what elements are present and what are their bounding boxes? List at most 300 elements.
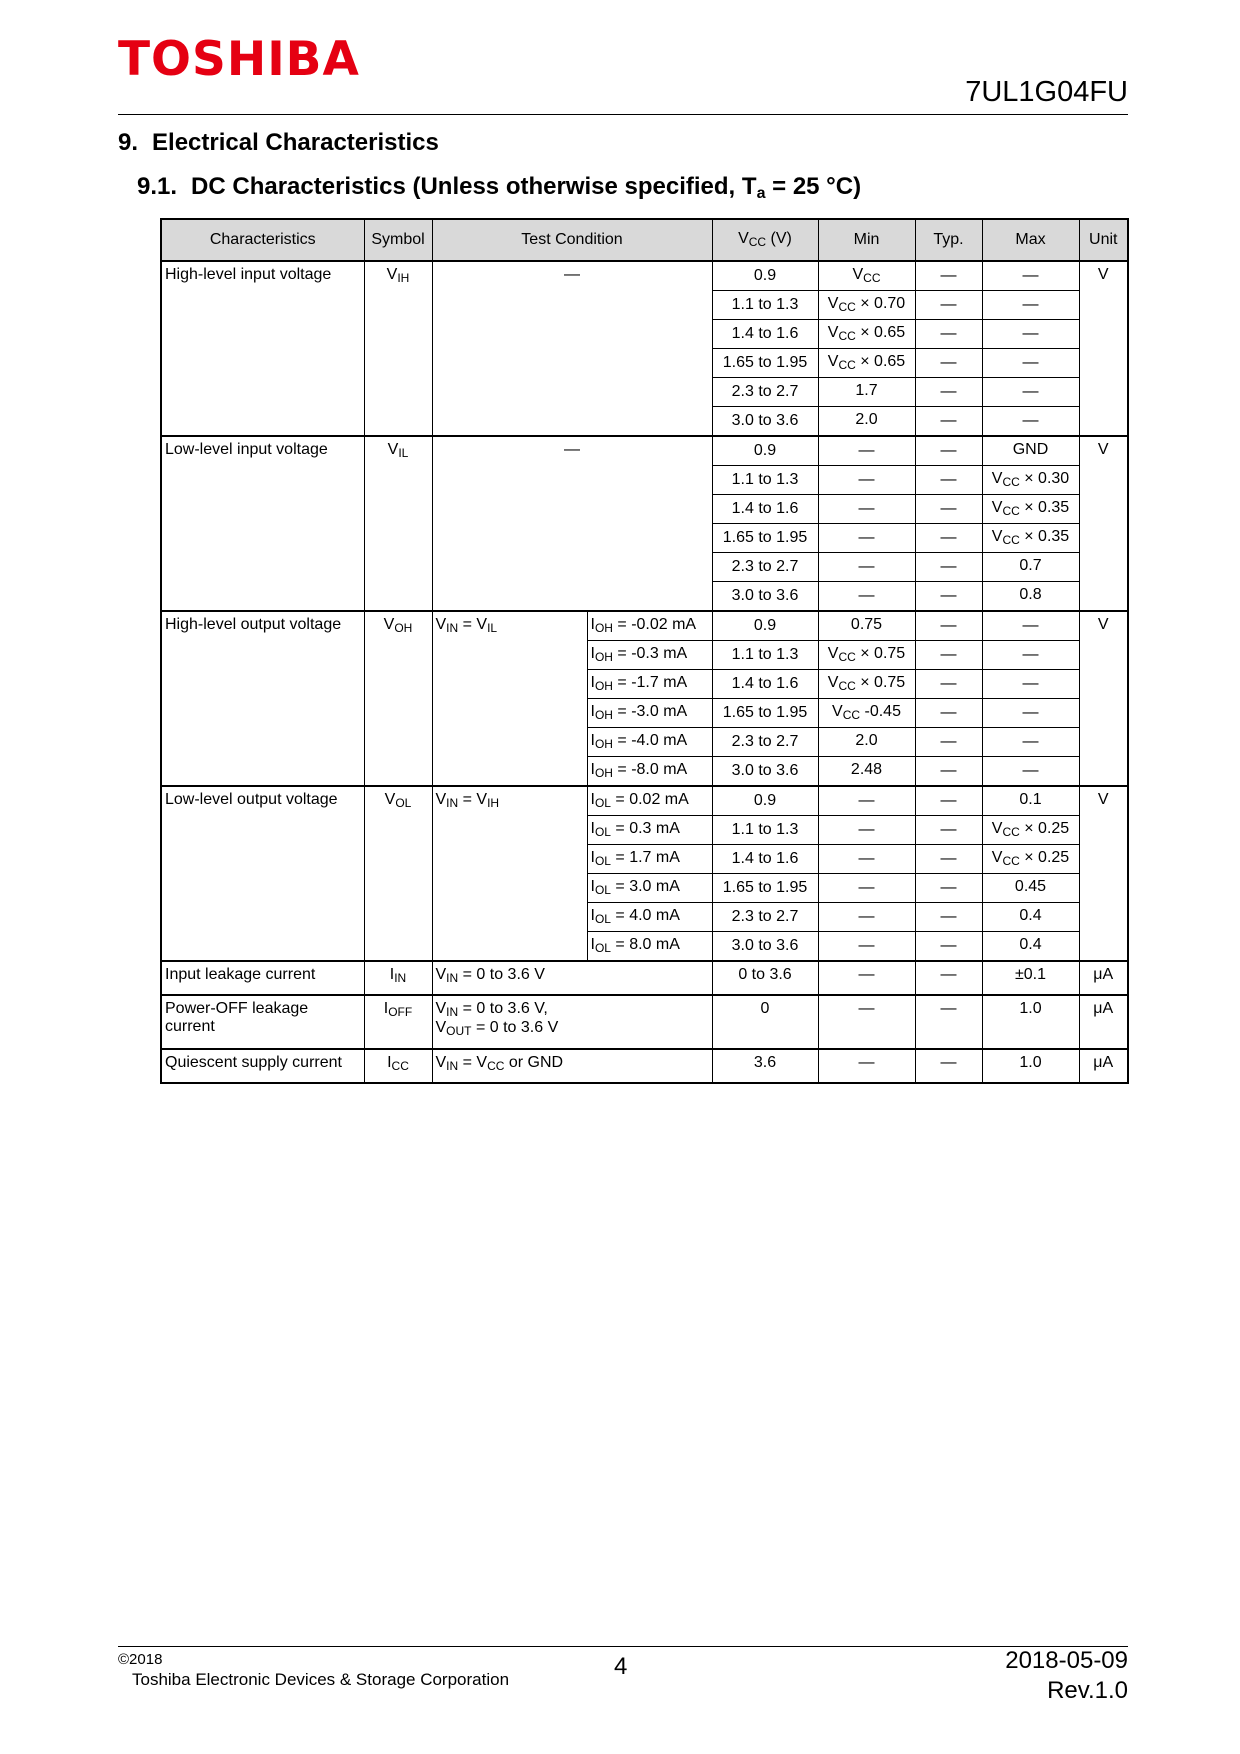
test-condition-cell [432, 1049, 712, 1083]
vcc-value: 1.65 to 1.95 [722, 529, 808, 547]
max-value: — [1022, 733, 1039, 751]
max-cell [982, 816, 1079, 845]
characteristic-name [161, 611, 364, 786]
min-cell [818, 874, 915, 903]
max-value: V [991, 849, 1003, 867]
typ-cell [915, 845, 982, 874]
max-cell [982, 320, 1079, 349]
symbol-cell [364, 995, 432, 1049]
min-value: 0.75 [850, 616, 883, 634]
symbol-main: I [383, 1000, 389, 1017]
typ-cell [915, 728, 982, 757]
col-min: Min [818, 219, 915, 261]
max-value: 0.7 [1019, 557, 1042, 575]
typ-cell [915, 903, 982, 932]
vcc-value: 3.0 to 3.6 [731, 762, 799, 780]
min-cell [818, 611, 915, 641]
condition-eq: = V [458, 1054, 488, 1071]
min-cell [818, 553, 915, 582]
symbol-sub: OH [394, 621, 413, 635]
current-sub: OH [594, 708, 613, 723]
max-value: — [1022, 383, 1039, 401]
symbol-cell [364, 611, 432, 786]
vcc-value: 3.6 [753, 1054, 777, 1071]
characteristic-label: Low-level output voltage [165, 791, 338, 808]
condition-v: V [435, 791, 447, 808]
vcc-cell [712, 261, 818, 291]
typ-cell [915, 995, 982, 1049]
table-row [161, 995, 1128, 1049]
min-cell [818, 320, 915, 349]
current-sub: OH [594, 679, 613, 694]
current-condition-cell [587, 816, 712, 845]
current-value: = 0.02 mA [610, 791, 689, 809]
min-value: — [858, 850, 875, 868]
current-symbol: I [590, 761, 595, 779]
max-cell [982, 786, 1079, 816]
symbol-main: V [384, 791, 396, 808]
symbol-main: I [387, 1054, 392, 1071]
max-value: — [1022, 354, 1039, 372]
max-cell [982, 466, 1079, 495]
min-value: — [858, 966, 875, 983]
min-value: — [858, 587, 875, 605]
vcc-cell [712, 961, 818, 995]
typ-value: — [940, 966, 957, 983]
condition-sub2: IH [487, 796, 500, 810]
max-suffix: × 0.25 [1019, 820, 1070, 838]
vcc-cell [712, 699, 818, 728]
vcc-cell [712, 611, 818, 641]
max-value: 0.1 [1019, 791, 1042, 809]
min-sub: CC [863, 271, 881, 286]
current-value: = -3.0 mA [612, 703, 688, 721]
typ-value: — [940, 792, 957, 810]
typ-value: — [940, 500, 957, 518]
condition-sub: IN [446, 1005, 459, 1019]
current-value: = 3.0 mA [610, 878, 680, 896]
vcc-cell [712, 903, 818, 932]
vcc-value: 1.1 to 1.3 [731, 821, 799, 839]
test-condition-cell [432, 786, 587, 961]
typ-cell [915, 261, 982, 291]
current-condition-cell [587, 845, 712, 874]
current-condition-cell [587, 757, 712, 787]
typ-value: — [940, 442, 957, 460]
unit-cell [1079, 261, 1128, 436]
subsection-title-sub: a [756, 185, 766, 202]
max-value: 1.0 [1019, 1054, 1042, 1071]
vcc-value: 0 [760, 1000, 770, 1017]
min-cell [818, 932, 915, 962]
current-symbol: I [590, 907, 595, 925]
typ-value: — [940, 558, 957, 576]
symbol-main: V [387, 441, 399, 458]
min-value: — [858, 821, 875, 839]
max-cell [982, 728, 1079, 757]
min-sub: CC [842, 708, 861, 723]
table-header-row [161, 219, 1128, 261]
unit-value: V [1097, 791, 1109, 808]
typ-value: — [940, 296, 957, 314]
test-condition-cell [432, 436, 712, 611]
typ-value: — [940, 704, 957, 722]
current-condition-cell [587, 874, 712, 903]
typ-cell [915, 757, 982, 787]
min-cell [818, 436, 915, 466]
condition-or: or GND [504, 1054, 564, 1071]
min-suffix: × 0.65 [855, 353, 906, 371]
current-condition-cell [587, 728, 712, 757]
typ-value: — [940, 879, 957, 897]
max-value: ±0.1 [1014, 966, 1047, 983]
min-sub: CC [838, 679, 856, 694]
table-row [161, 436, 1128, 466]
vcc-cell [712, 349, 818, 378]
typ-value: — [940, 850, 957, 868]
vcc-cell [712, 407, 818, 437]
vcc-cell [712, 874, 818, 903]
col-symbol: Symbol [364, 219, 432, 261]
vcc-value: 1.4 to 1.6 [731, 500, 799, 518]
subsection-title-end: = 25 °C) [765, 173, 862, 200]
symbol-main: V [383, 616, 395, 633]
characteristic-label: High-level output voltage [165, 616, 342, 633]
max-suffix: × 0.30 [1019, 470, 1070, 488]
symbol-sub: OFF [388, 1005, 413, 1019]
min-cell [818, 291, 915, 320]
condition-sub: IN [446, 796, 459, 810]
max-cell [982, 874, 1079, 903]
unit-cell [1079, 786, 1128, 961]
vcc-cell [712, 466, 818, 495]
current-sub: OL [594, 854, 611, 869]
current-value: = -0.02 mA [612, 616, 697, 634]
col-typ: Typ. [915, 219, 982, 261]
col-vcc [712, 219, 818, 261]
footer-company: Toshiba Electronic Devices & Storage Corporation [132, 1670, 510, 1689]
current-value: = -8.0 mA [612, 761, 688, 779]
vcc-cell [712, 816, 818, 845]
max-suffix: × 0.35 [1019, 499, 1070, 517]
max-cell [982, 378, 1079, 407]
current-symbol: I [590, 878, 595, 896]
vcc-cell [712, 553, 818, 582]
min-cell [818, 845, 915, 874]
symbol-cell [364, 1049, 432, 1083]
characteristic-name [161, 1049, 364, 1083]
typ-cell [915, 378, 982, 407]
max-cell [982, 553, 1079, 582]
min-value: V [827, 674, 839, 692]
condition-text: — [564, 441, 580, 458]
typ-value: — [940, 529, 957, 547]
symbol-sub: IN [394, 971, 407, 985]
vcc-cell [712, 378, 818, 407]
typ-cell [915, 553, 982, 582]
footer-rule [118, 1646, 1128, 1647]
min-value: — [858, 792, 875, 810]
typ-cell [915, 670, 982, 699]
current-symbol: I [590, 791, 595, 809]
typ-value: — [940, 325, 957, 343]
current-symbol: I [590, 703, 595, 721]
min-cell [818, 378, 915, 407]
typ-value: — [940, 937, 957, 955]
section-heading [118, 131, 439, 155]
max-cell [982, 699, 1079, 728]
vcc-cell [712, 670, 818, 699]
min-cell [818, 407, 915, 437]
vcc-value: 0.9 [753, 617, 777, 635]
min-cell [818, 903, 915, 932]
current-condition-cell [587, 641, 712, 670]
min-cell [818, 582, 915, 612]
condition-vout-range: = 0 to 3.6 V [471, 1019, 559, 1037]
part-number: 7UL1G04FU [965, 76, 1128, 108]
max-value: — [1022, 296, 1039, 314]
min-cell [818, 261, 915, 291]
typ-cell [915, 699, 982, 728]
typ-cell [915, 932, 982, 962]
vcc-cell [712, 436, 818, 466]
condition-eq: = V [458, 616, 488, 633]
typ-cell [915, 407, 982, 437]
min-value: — [858, 879, 875, 897]
vcc-value: 1.65 to 1.95 [722, 354, 808, 372]
current-value: = -0.3 mA [612, 645, 688, 663]
current-symbol: I [590, 849, 595, 867]
max-cell [982, 524, 1079, 553]
vcc-cell [712, 932, 818, 962]
table-row [161, 611, 1128, 641]
vcc-cell [712, 757, 818, 787]
unit-value: μA [1093, 1054, 1114, 1071]
page-number: 4 [614, 1653, 628, 1680]
typ-cell [915, 320, 982, 349]
max-cell [982, 961, 1079, 995]
max-value: — [1022, 267, 1039, 285]
min-value: 2.0 [855, 411, 878, 429]
vcc-value: 0.9 [753, 442, 777, 460]
symbol-sub: IL [398, 446, 409, 460]
current-symbol: I [590, 674, 595, 692]
typ-value: — [940, 617, 957, 635]
condition-range: = 0 to 3.6 V [458, 966, 545, 983]
section-number: 9. [118, 129, 139, 156]
typ-value: — [940, 587, 957, 605]
vcc-cell [712, 995, 818, 1049]
vcc-value: 1.1 to 1.3 [731, 296, 799, 314]
typ-value: — [940, 1000, 957, 1017]
unit-cell [1079, 1049, 1128, 1083]
max-value: V [991, 528, 1003, 546]
typ-value: — [940, 471, 957, 489]
vcc-value: 1.1 to 1.3 [731, 471, 799, 489]
max-value: — [1022, 762, 1039, 780]
symbol-main: I [389, 966, 395, 983]
test-condition-cell [432, 995, 712, 1049]
max-value: — [1022, 325, 1039, 343]
min-value: V [852, 266, 864, 284]
max-value: 0.45 [1014, 878, 1047, 896]
min-cell [818, 757, 915, 787]
min-value: — [858, 558, 875, 576]
condition-sub2: CC [487, 1059, 505, 1073]
subsection-title: DC Characteristics (Unless otherwise specified, T [191, 173, 757, 200]
max-cell [982, 261, 1079, 291]
typ-cell [915, 291, 982, 320]
max-value: GND [1012, 441, 1049, 459]
condition-range: = 0 to 3.6 V, [458, 1000, 548, 1017]
min-cell [818, 349, 915, 378]
characteristic-label: Low-level input voltage [165, 441, 328, 458]
min-suffix: × 0.75 [855, 674, 906, 692]
min-cell [818, 786, 915, 816]
max-value: 0.8 [1019, 586, 1042, 604]
current-value: = -1.7 mA [612, 674, 688, 692]
unit-cell [1079, 611, 1128, 786]
vcc-value: 1.4 to 1.6 [731, 675, 799, 693]
min-value: — [858, 471, 875, 489]
col-unit: Unit [1079, 219, 1128, 261]
current-condition-cell [587, 903, 712, 932]
unit-value: V [1097, 266, 1109, 283]
condition-vout-sub: OUT [446, 1024, 472, 1039]
characteristic-name [161, 995, 364, 1049]
min-cell [818, 961, 915, 995]
max-value: — [1022, 617, 1039, 635]
test-condition-cell [432, 611, 587, 786]
typ-value: — [940, 383, 957, 401]
min-value: 2.48 [850, 761, 883, 779]
min-cell [818, 995, 915, 1049]
condition-sub: IN [446, 971, 459, 985]
min-suffix: × 0.75 [855, 645, 906, 663]
min-cell [818, 641, 915, 670]
current-condition-cell [587, 932, 712, 962]
typ-value: — [940, 1054, 957, 1071]
current-symbol: I [590, 936, 595, 954]
current-sub: OH [594, 650, 613, 665]
condition-sub: IN [446, 621, 459, 635]
max-cell [982, 582, 1079, 612]
typ-cell [915, 786, 982, 816]
max-cell [982, 291, 1079, 320]
col-max: Max [982, 219, 1079, 261]
vcc-value: 2.3 to 2.7 [731, 733, 799, 751]
max-value: V [991, 820, 1003, 838]
footer-date: 2018-05-09 [1005, 1647, 1128, 1674]
condition-v: V [435, 1000, 447, 1017]
typ-cell [915, 611, 982, 641]
condition-v: V [435, 1054, 447, 1071]
max-cell [982, 670, 1079, 699]
vcc-cell [712, 495, 818, 524]
current-condition-cell [587, 611, 712, 641]
current-value: = 8.0 mA [610, 936, 680, 954]
col-vcc-main: V [738, 230, 749, 248]
vcc-cell [712, 582, 818, 612]
current-condition-cell [587, 670, 712, 699]
symbol-cell [364, 436, 432, 611]
vcc-value: 3.0 to 3.6 [731, 412, 799, 430]
condition-text: — [564, 266, 580, 283]
min-value: — [858, 500, 875, 518]
min-value: V [827, 645, 839, 663]
vcc-value: 0.9 [753, 792, 777, 810]
table-row [161, 1049, 1128, 1083]
vcc-cell [712, 1049, 818, 1083]
max-cell [982, 495, 1079, 524]
min-cell [818, 816, 915, 845]
typ-value: — [940, 412, 957, 430]
min-cell [818, 670, 915, 699]
subsection-heading [137, 175, 861, 202]
dc-characteristics-table [160, 218, 1129, 1084]
test-condition-cell [432, 961, 712, 995]
vcc-value: 1.4 to 1.6 [731, 325, 799, 343]
min-suffix: × 0.65 [855, 324, 906, 342]
min-suffix: × 0.70 [855, 295, 906, 313]
max-value: — [1022, 646, 1039, 664]
typ-cell [915, 466, 982, 495]
max-cell [982, 995, 1079, 1049]
col-characteristics: Characteristics [161, 219, 364, 261]
max-cell [982, 436, 1079, 466]
vcc-cell [712, 845, 818, 874]
symbol-main: V [386, 266, 398, 283]
vcc-value: 1.1 to 1.3 [731, 646, 799, 664]
characteristic-name [161, 436, 364, 611]
max-value: 0.4 [1019, 907, 1042, 925]
min-value: V [827, 324, 839, 342]
min-sub: CC [838, 358, 856, 373]
max-suffix: × 0.25 [1019, 849, 1070, 867]
typ-cell [915, 874, 982, 903]
characteristic-label: Input leakage current [165, 966, 316, 983]
typ-value: — [940, 908, 957, 926]
characteristic-label: High-level input voltage [165, 266, 332, 283]
unit-value: V [1097, 616, 1109, 633]
characteristic-name [161, 961, 364, 995]
current-value: = 4.0 mA [610, 907, 680, 925]
current-sub: OH [594, 766, 613, 781]
current-symbol: I [590, 732, 595, 750]
current-symbol: I [590, 820, 595, 838]
max-cell [982, 845, 1079, 874]
vcc-cell [712, 291, 818, 320]
symbol-sub: IH [397, 271, 410, 285]
min-value: 1.7 [855, 382, 878, 400]
max-value: V [991, 470, 1003, 488]
min-value: — [858, 937, 875, 955]
current-condition-cell [587, 699, 712, 728]
unit-value: μA [1093, 1000, 1114, 1017]
min-value: — [858, 442, 875, 460]
typ-cell [915, 961, 982, 995]
min-sub: CC [838, 650, 856, 665]
min-value: V [832, 703, 843, 721]
symbol-cell [364, 961, 432, 995]
vcc-value: 2.3 to 2.7 [731, 558, 799, 576]
typ-value: — [940, 267, 957, 285]
characteristic-name [161, 786, 364, 961]
vcc-cell [712, 728, 818, 757]
max-value: 0.4 [1019, 936, 1042, 954]
unit-cell [1079, 436, 1128, 611]
col-test-condition: Test Condition [432, 219, 712, 261]
